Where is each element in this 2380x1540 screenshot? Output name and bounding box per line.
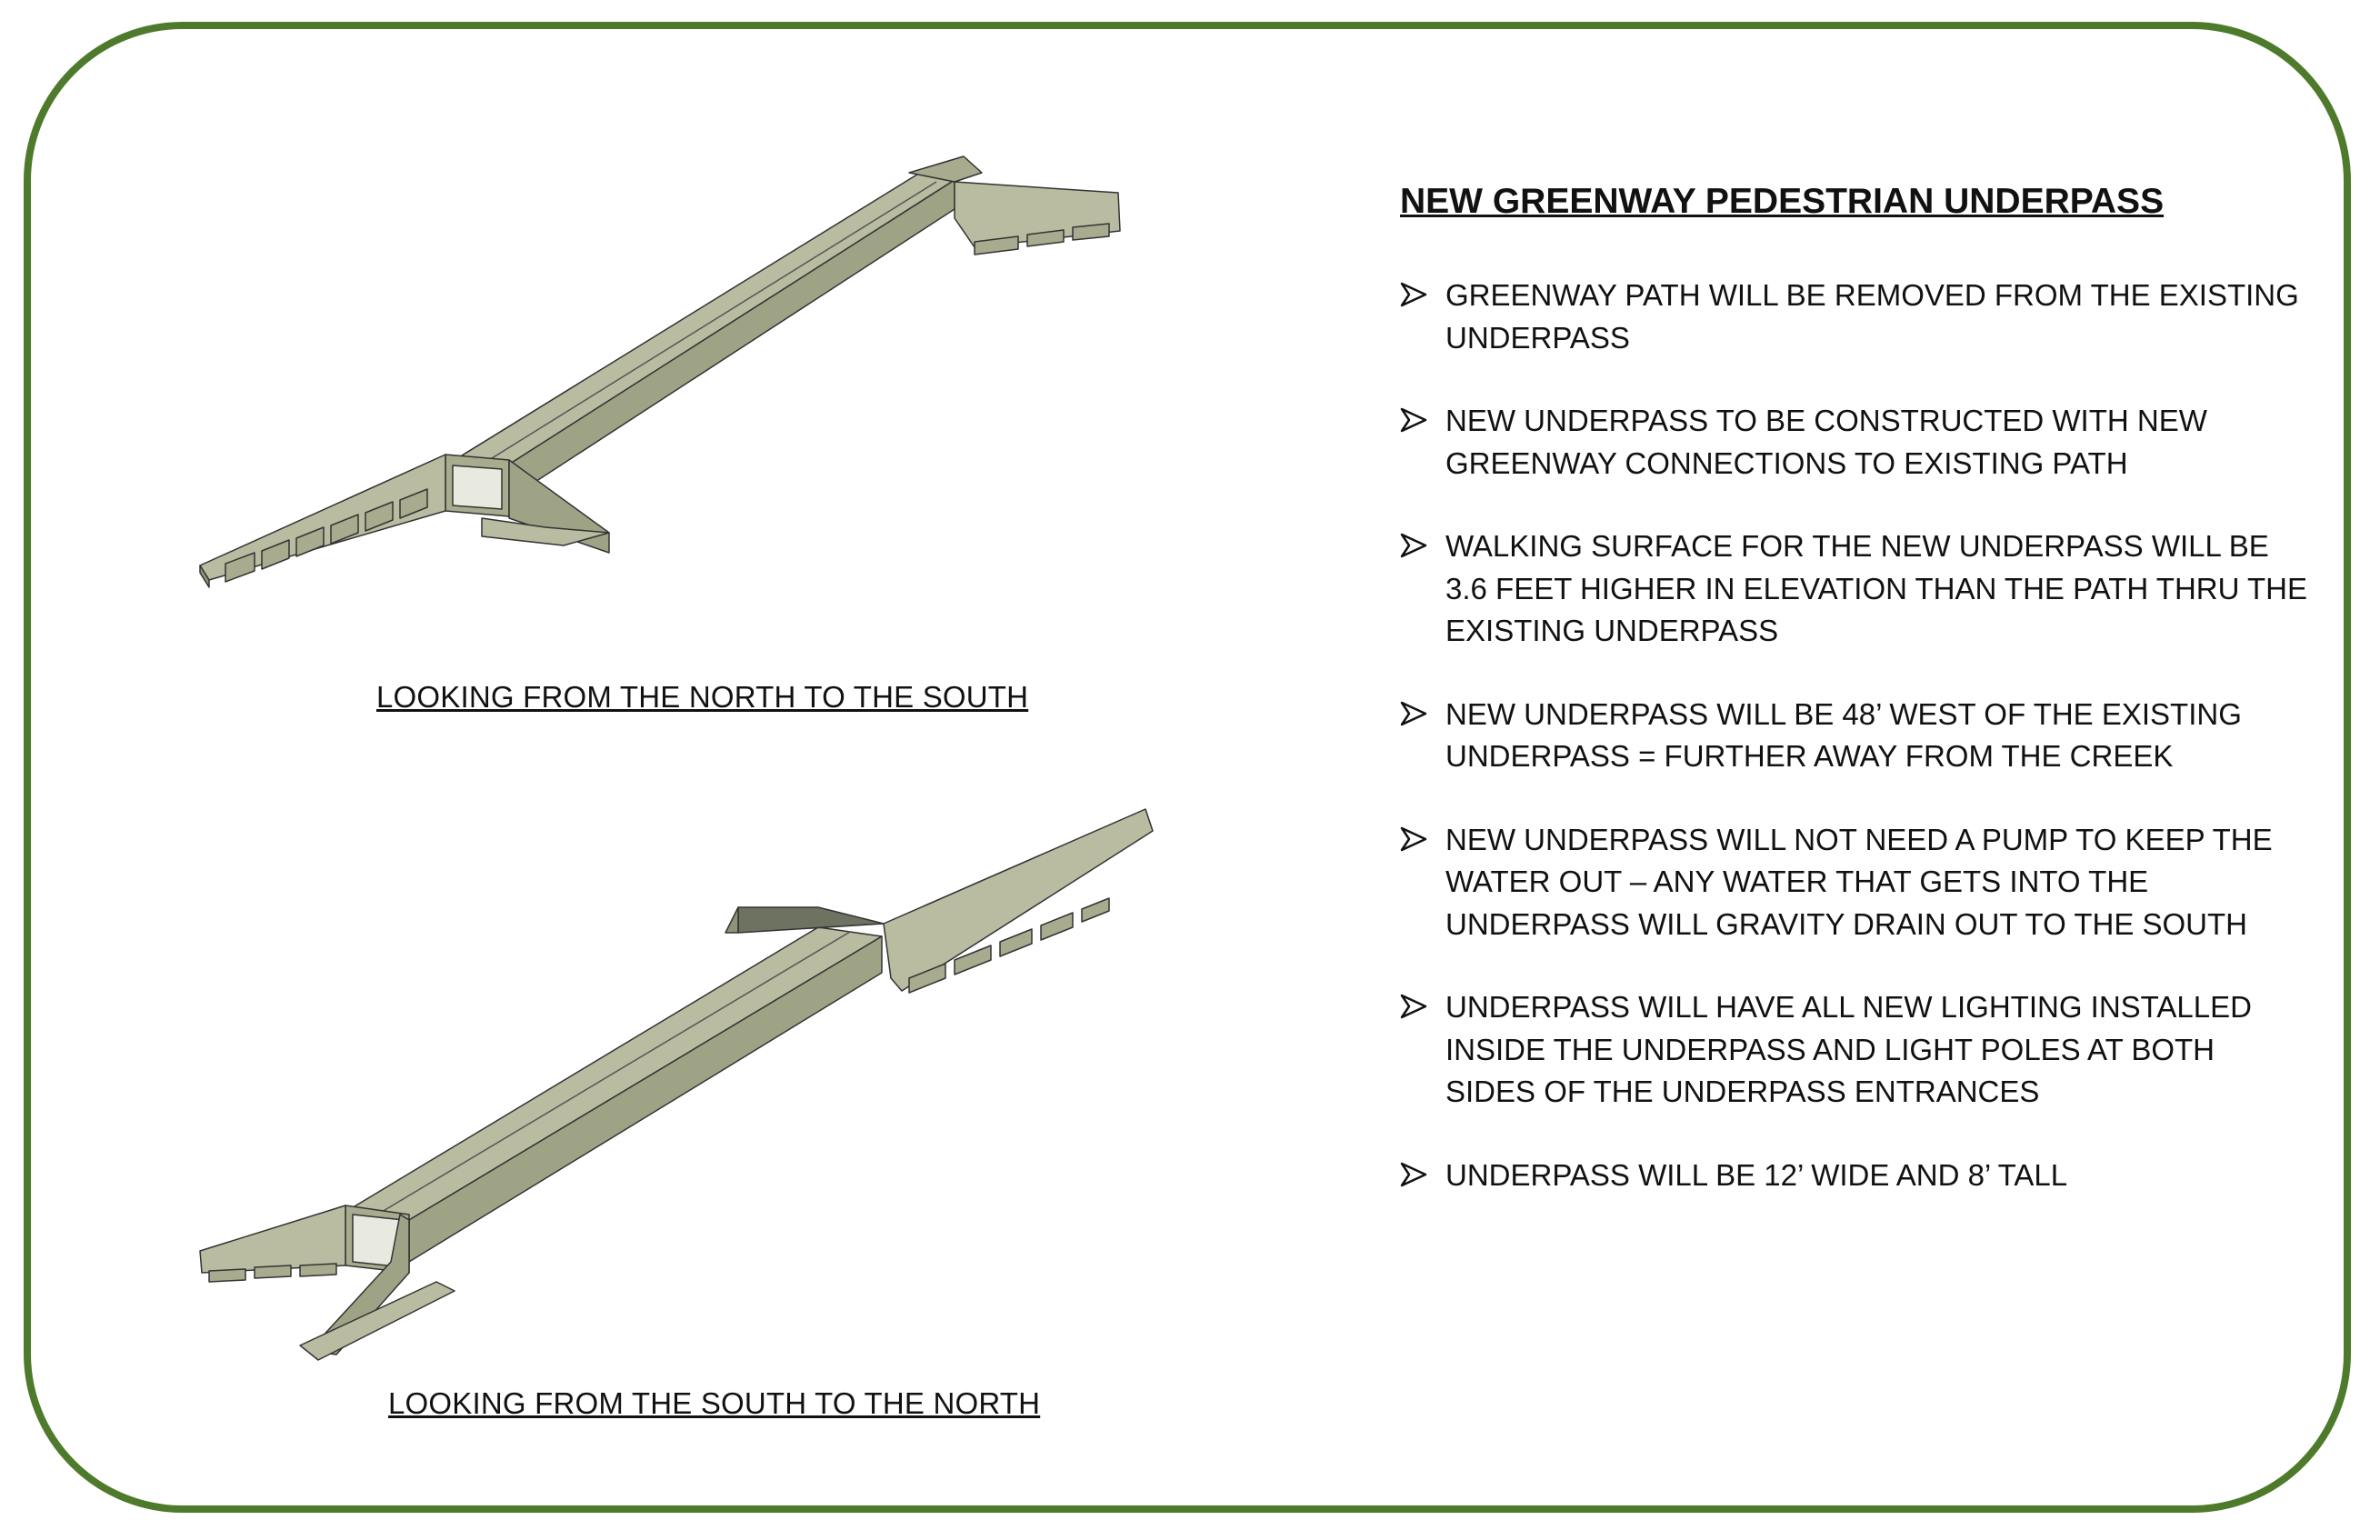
arrowhead-bullet-icon bbox=[1400, 821, 1427, 857]
bullet-text: GREENWAY PATH WILL BE REMOVED FROM THE EXISTING UNDERPASS bbox=[1445, 278, 2299, 355]
bullet-text: NEW UNDERPASS WILL BE 48’ WEST OF THE EXISTING UNDERPASS = FURTHER AWAY FROM THE CREEK bbox=[1445, 696, 2242, 773]
caption-south-view: LOOKING FROM THE SOUTH TO THE NORTH bbox=[388, 1386, 1041, 1420]
north-opening bbox=[453, 465, 502, 509]
list-item bbox=[1400, 400, 2309, 485]
list-item bbox=[1400, 986, 2309, 1114]
culvert-barrel-top bbox=[350, 927, 882, 1220]
arrowhead-bullet-icon bbox=[1400, 276, 1427, 313]
list-item bbox=[1400, 1155, 2309, 1197]
list-item bbox=[1400, 525, 2309, 653]
page-title: NEW GREENWAY PEDESTRIAN UNDERPASS bbox=[1400, 182, 2165, 221]
list-item bbox=[1400, 275, 2309, 359]
bullet-list bbox=[1400, 275, 2309, 1237]
bullet-text: NEW UNDERPASS TO BE CONSTRUCTED WITH NEW GREENWAY CONNECTIONS TO EXISTING PATH bbox=[1445, 404, 2207, 480]
bullet-text: UNDERPASS WILL BE 12’ WIDE AND 8’ TALL bbox=[1445, 1157, 2068, 1192]
list-item bbox=[1400, 694, 2309, 778]
south-left-wingwall bbox=[200, 1205, 345, 1273]
culvert-barrel-side bbox=[507, 180, 955, 500]
culvert-barrel-side bbox=[409, 936, 882, 1262]
arrowhead-bullet-icon bbox=[1400, 695, 1427, 732]
arrowhead-bullet-icon bbox=[1400, 402, 1427, 438]
arrowhead-bullet-icon bbox=[1400, 988, 1427, 1025]
bullet-text: WALKING SURFACE FOR THE NEW UNDERPASS WILL BE 3.6 FEET HIGHER IN ELEVATION THAN THE PATH THRU THE EXISTING UNDERPASS bbox=[1445, 529, 2308, 647]
caption-north-view: LOOKING FROM THE NORTH TO THE SOUTH bbox=[376, 680, 1029, 714]
underpass-render-south-view bbox=[182, 800, 1200, 1382]
list-item bbox=[1400, 819, 2309, 946]
north-headwall-far bbox=[738, 907, 884, 933]
underpass-render-north-view bbox=[182, 136, 1164, 609]
arrowhead-bullet-icon bbox=[1400, 1156, 1427, 1193]
arrowhead-bullet-icon bbox=[1400, 527, 1427, 564]
bullet-text: NEW UNDERPASS WILL NOT NEED A PUMP TO KEEP THE WATER OUT – ANY WATER THAT GETS INTO THE UNDERPASS WILL GRAVITY DRAIN OUT TO THE SOUTH bbox=[1445, 822, 2273, 941]
north-wingwall-far bbox=[884, 809, 1153, 991]
bullet-text: UNDERPASS WILL HAVE ALL NEW LIGHTING INSTALLED INSIDE THE UNDERPASS AND LIGHT POLES AT BOTH SIDES OF THE UNDERPASS ENTRANCES bbox=[1445, 990, 2252, 1108]
